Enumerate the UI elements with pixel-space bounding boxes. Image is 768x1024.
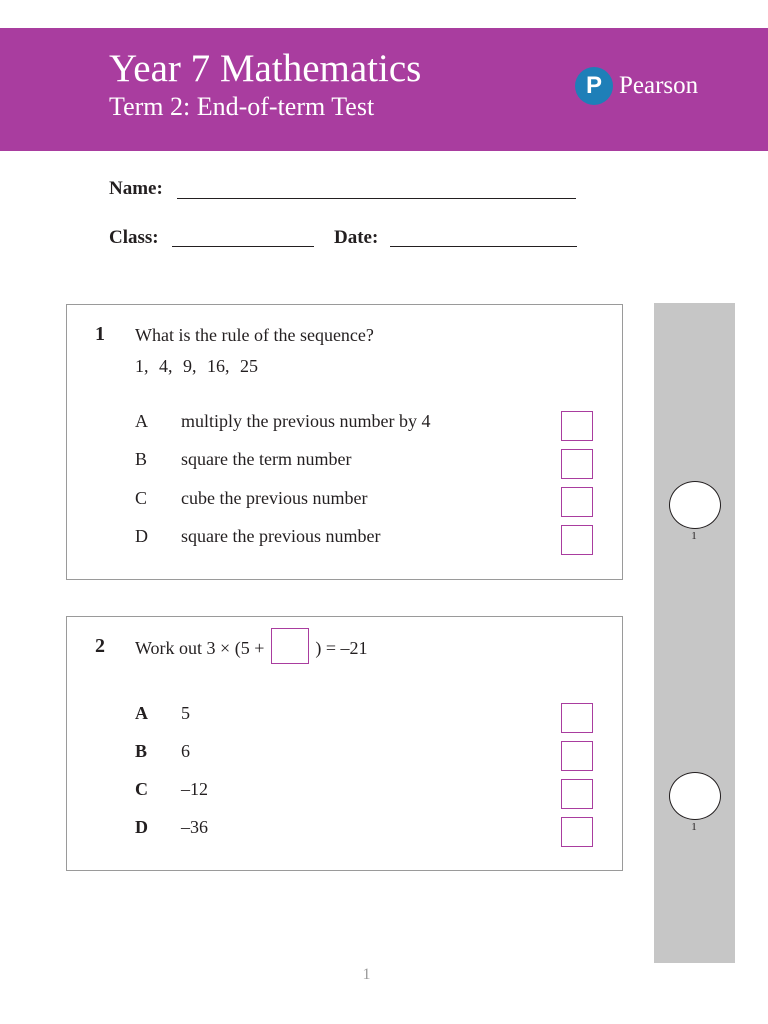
answer-box-a[interactable] (561, 411, 593, 441)
option-text-c: cube the previous number (181, 488, 368, 508)
question-text-before: Work out 3 × (5 + (135, 638, 265, 659)
option-text-d: square the previous number (181, 526, 381, 546)
marks-margin (654, 303, 735, 963)
pearson-logo-text: Pearson (619, 72, 699, 99)
q2-marks-circle[interactable] (669, 772, 721, 820)
option-letter-d: D (135, 526, 148, 546)
question-text: What is the rule of the sequence? (135, 325, 374, 345)
document-title: Year 7 Mathematics (109, 47, 422, 90)
answer-box-c[interactable] (561, 487, 593, 517)
question-2 (66, 616, 623, 871)
option-letter-b: B (135, 741, 148, 761)
q1-marks-circle[interactable] (669, 481, 721, 529)
date-label: Date: (334, 227, 379, 248)
answer-box-d[interactable] (561, 817, 593, 847)
name-field[interactable] (177, 198, 576, 199)
option-letter-a: A (135, 411, 148, 431)
page-number: 1 (362, 966, 371, 983)
option-letter-a: A (135, 703, 148, 723)
class-label: Class: (109, 227, 159, 248)
answer-box-b[interactable] (561, 741, 593, 771)
missing-number-box[interactable] (271, 628, 309, 664)
pearson-logo (575, 66, 698, 106)
option-text-b: 6 (181, 741, 190, 761)
option-letter-c: C (135, 488, 148, 508)
date-field[interactable] (390, 246, 577, 247)
answer-box-a[interactable] (561, 703, 593, 733)
q2-marks-available: 1 (691, 821, 697, 833)
question-text (135, 636, 368, 664)
option-text-b: square the term number (181, 449, 352, 469)
sequence: 1, 4, 9, 16, 25 (135, 356, 258, 376)
document-subtitle: Term 2: End-of-term Test (109, 92, 375, 121)
name-label: Name: (109, 178, 163, 199)
option-text-c: –12 (181, 779, 208, 799)
option-text-a: multiply the previous number by 4 (181, 411, 431, 431)
header-banner (0, 28, 768, 151)
option-text-a: 5 (181, 703, 190, 723)
option-letter-b: B (135, 449, 148, 469)
q1-marks-available: 1 (691, 530, 697, 542)
class-field[interactable] (172, 246, 314, 247)
pearson-logo-icon: P (575, 67, 613, 105)
option-letter-d: D (135, 817, 148, 837)
question-text-after: ) = –21 (315, 638, 368, 659)
answer-box-b[interactable] (561, 449, 593, 479)
question-number: 1 (95, 323, 105, 345)
answer-box-d[interactable] (561, 525, 593, 555)
option-text-d: –36 (181, 817, 208, 837)
answer-box-c[interactable] (561, 779, 593, 809)
question-number: 2 (95, 635, 105, 657)
option-letter-c: C (135, 779, 148, 799)
question-1 (66, 304, 623, 580)
